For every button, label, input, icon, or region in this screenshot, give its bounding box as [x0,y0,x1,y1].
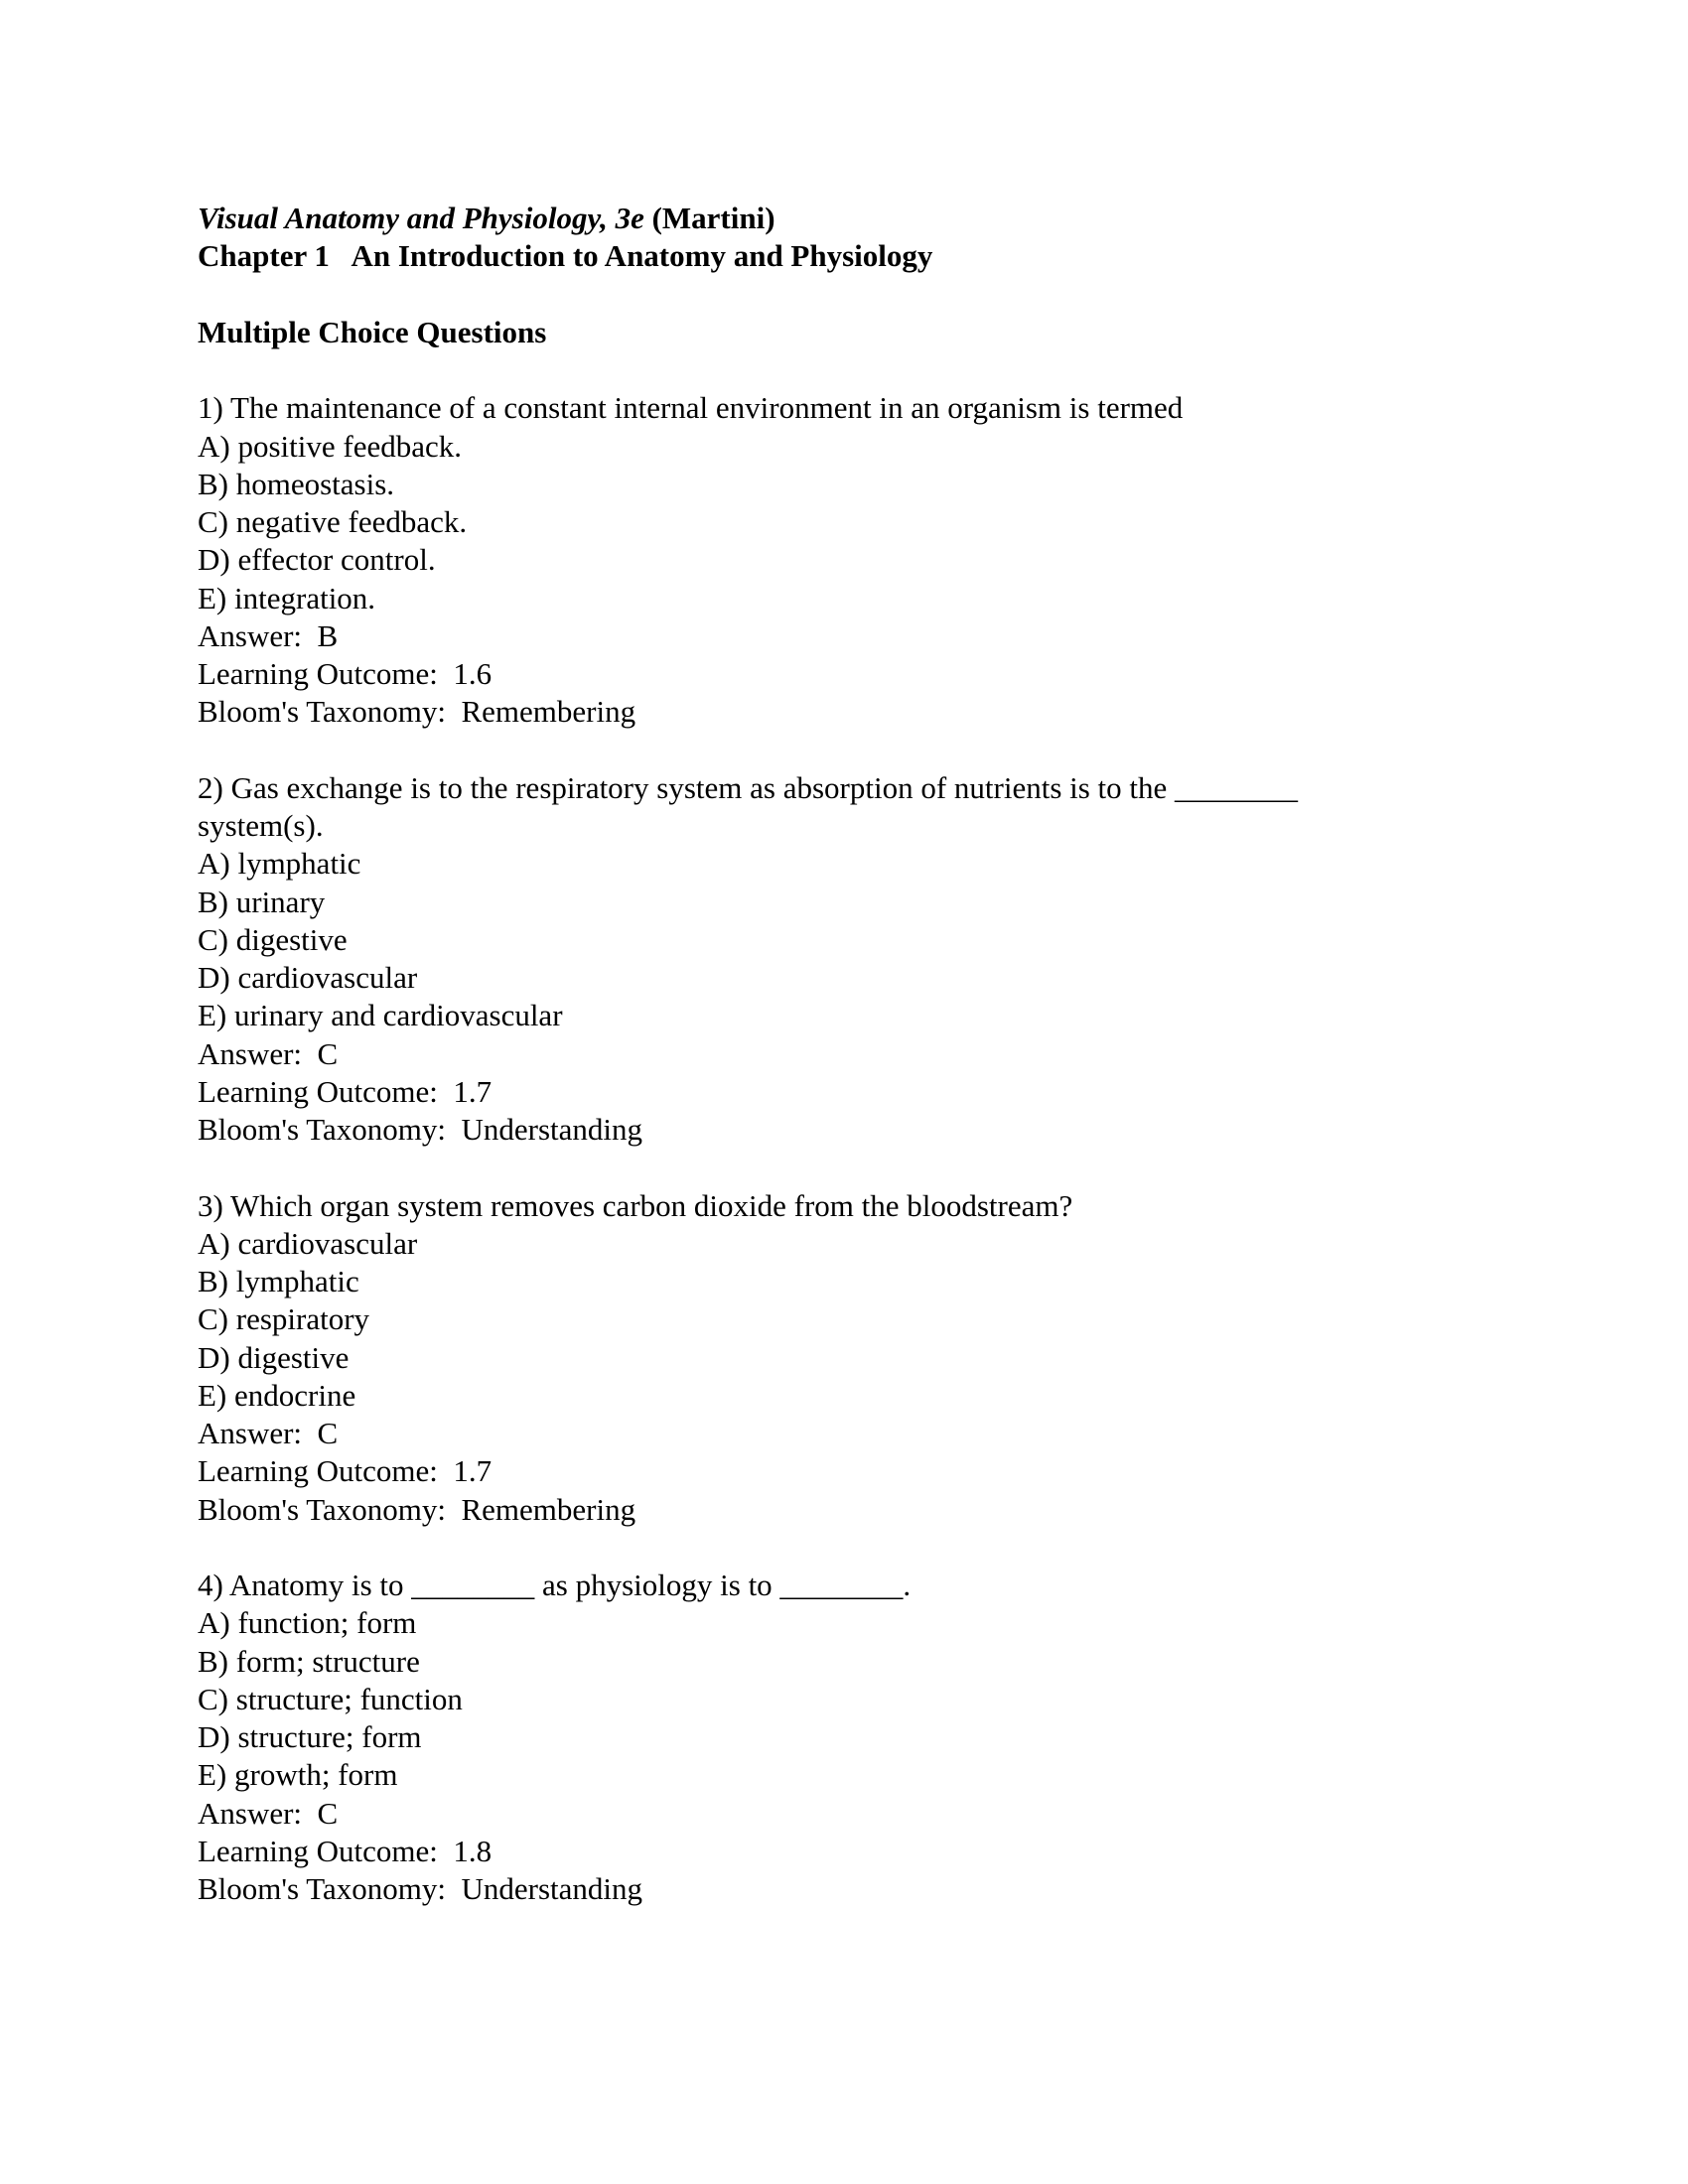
option-b: B) lymphatic [198,1264,359,1298]
option-c: C) digestive [198,921,348,957]
blooms-taxonomy: Bloom's Taxonomy: Remembering [198,1491,636,1527]
question-3 [198,1187,1508,1529]
spacer [198,1149,1508,1186]
learning-outcome: Learning Outcome: 1.6 [198,656,492,691]
section-title: Multiple Choice Questions [198,314,547,349]
document-page [198,200,1508,1908]
question-stem-cont: system(s). [198,808,324,843]
option-a: A) function; form [198,1605,417,1641]
question-1 [198,389,1508,731]
option-a: A) lymphatic [198,846,361,882]
option-b: B) form; structure [198,1643,420,1679]
option-b: B) urinary [198,884,326,919]
option-c: C) negative feedback. [198,504,468,539]
question-stem: 3) Which organ system removes carbon dioxide from the bloodstream? [198,1187,1073,1223]
blooms-taxonomy: Bloom's Taxonomy: Understanding [198,1112,643,1147]
chapter-title: Chapter 1 An Introduction to Anatomy and Physiology [198,238,933,274]
book-author: (Martini) [643,201,775,235]
spacer [198,732,1508,769]
blooms-taxonomy: Bloom's Taxonomy: Remembering [198,694,636,730]
answer: Answer: C [198,1416,339,1450]
answer: Answer: C [198,1795,339,1831]
spacer [198,276,1508,314]
question-stem: 4) Anatomy is to ________ as physiology is to ________. [198,1568,912,1602]
learning-outcome: Learning Outcome: 1.7 [198,1073,492,1109]
option-e: E) endocrine [198,1377,356,1413]
learning-outcome: Learning Outcome: 1.8 [198,1833,492,1868]
option-e: E) growth; form [198,1757,398,1793]
book-title-line [198,200,1508,237]
question-2 [198,769,1508,1150]
option-c: C) respiratory [198,1301,370,1337]
option-a: A) positive feedback. [198,428,462,464]
book-title: Visual Anatomy and Physiology, 3e [198,201,644,235]
option-d: D) effector control. [198,542,436,578]
option-e: E) integration. [198,580,376,615]
option-d: D) digestive [198,1339,350,1375]
option-d: D) structure; form [198,1719,422,1754]
answer: Answer: C [198,1035,339,1071]
spacer [198,351,1508,389]
answer: Answer: B [198,617,339,653]
blooms-taxonomy: Bloom's Taxonomy: Understanding [198,1871,643,1906]
option-a: A) cardiovascular [198,1225,418,1261]
option-c: C) structure; function [198,1681,463,1716]
option-e: E) urinary and cardiovascular [198,998,563,1033]
question-4 [198,1567,1508,1908]
question-stem: 2) Gas exchange is to the respiratory system as absorption of nutrients is to the ________ [198,769,1299,805]
learning-outcome: Learning Outcome: 1.7 [198,1453,492,1489]
option-b: B) homeostasis. [198,466,395,501]
option-d: D) cardiovascular [198,960,418,995]
question-stem: 1) The maintenance of a constant internal environment in an organism is termed [198,390,1184,426]
spacer [198,1529,1508,1567]
